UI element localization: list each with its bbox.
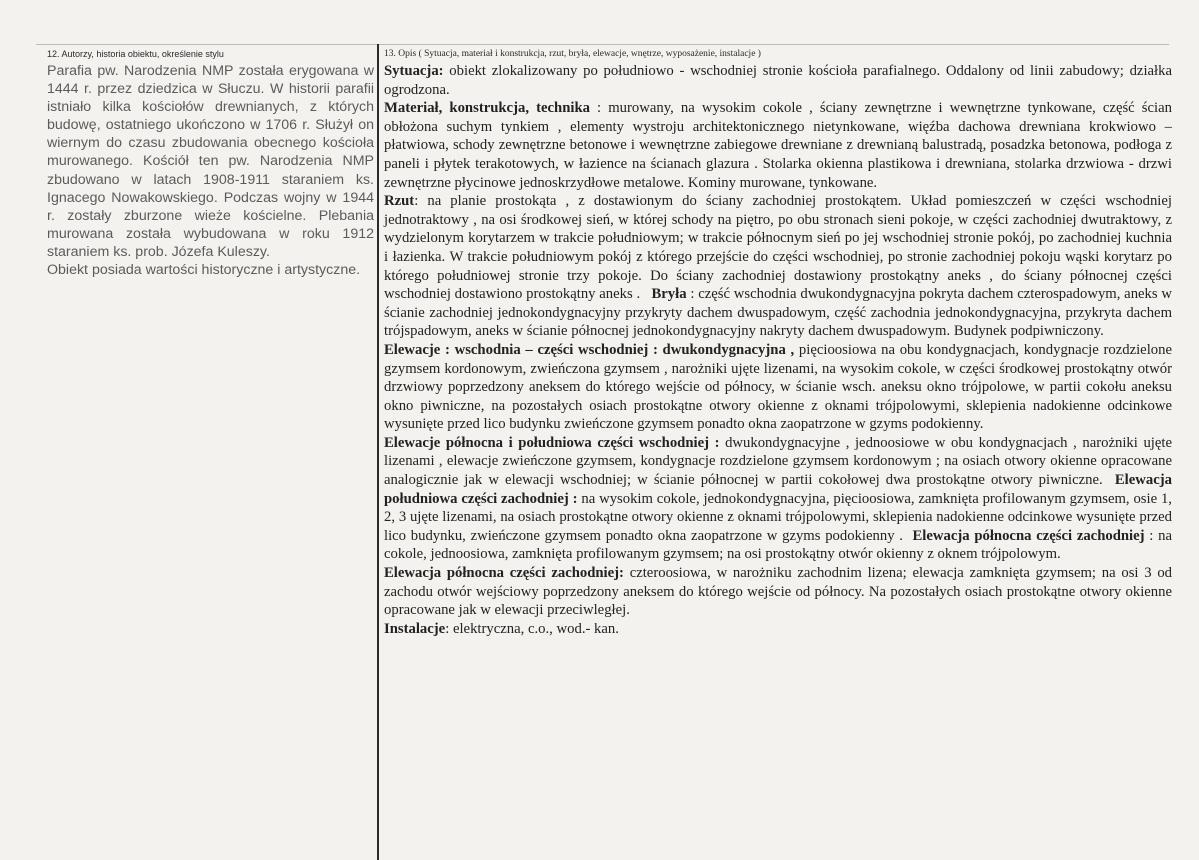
elewacje-pn-pd-text: dwukondygnacyjne , jednoosiowe w obu kondygnacjach , narożniki ujęte lizenami , elewacje zwieńczone gzymsem, kondygnacje rozdzielone gzymsem kordonowym ; na osiach otwory okienne opracowane analogicznie jak w elewacji wschodniej; w ścianie północnej w partii cokołowej dwa prostokątne otwory piwniczne. (384, 434, 1172, 489)
elewacje-wsch-text: pięcioosiowa na obu kondygnacjach, kondygnacje rozdzielone gzymsem kordonowym, zwieńczona gzymsem , narożniki ujęte lizenami, na wysokim cokole, w części środkowej prostokątny otwór drzwiowy poprzedzony aneksem do którego wejście od północy, w ścianie wsch. aneksu okno trójpolowe, w partii cokołu aneksu okno piwniczne, na pozostałych osiach prostokątne otwory okienne z oknami trójpolowymi, sklepienia nadokienne odcinkowe wysunięte przed lico budynku zwieńczone gzymsem ponadto okna zaopatrzone w gzyms podokienny. (384, 341, 1172, 433)
bryla-text: : część wschodnia dwukondygnacyjna pokryta dachem czterospadowym, aneks w ścianie zachodniej jednokondygnacyjny przykryty dachem dwuspadowym, część zachodnia jednokondygnacyjna, przykryta dachem trójspadowym, aneks w ścianie północnej jednokondygnacyjny nakryty dachem dwuspadowym. Budynek podpiwniczony. (384, 286, 1172, 340)
rzut-label: Rzut (384, 193, 415, 210)
section-elewacja-pn-zach (384, 564, 1172, 620)
column-divider (377, 44, 379, 860)
elewacje-wsch-label: Elewacje : wschodnia – części wschodniej : dwukondygnacyjna , (384, 341, 795, 358)
elewacje-pn-pd-label: Elewacje północna i południowa części wschodniej : (384, 434, 720, 451)
section-sytuacja (384, 62, 1172, 99)
instalacje-text: : elektryczna, c.o., wod.- kan. (445, 620, 619, 637)
material-text: : murowany, na wysokim cokole , ściany zewnętrzne i wewnętrzne tynkowane, część ścian obłożona suchym tynkiem , elementy wystroju architektonicznego nietynkowane, więźba dachowa drewniana krokwiowo – płatwiowa, schody zewnętrzne betonowe i wewnętrzne zabiegowe drewniane z drewnianą balustradą, posadzka betonowa, podłoga z paneli i płytek terakotowych, w łazience na ścianach glazura . Stolarka okienna plastikowa i drewniana, stolarka drzwiowa - drzwi zewnętrzne płycinowe jednoskrzydłowe metalowe. Kominy murowane, tynkowane. (384, 100, 1172, 191)
elewacja-pd-zach-text: na wysokim cokole, jednokondygnacyjna, pięcioosiowa, zamknięta profilowanym gzymsem, osie 1, 2, 3 ujęte lizenami, na osiach prostokątne otwory okienne z oknami trójpolowymi, sklepienia nadokienne odcinkowe wysunięte przed lico budynku, zwieńczone gzymsem ponadto okna zaopatrzone w gzyms podokienny . (384, 490, 1172, 544)
elewacja-pn-zach-short-text: : na cokole, jednoosiowa, zamknięta profilowanym gzymsem; na osi prostokątny otwór okienny z oknem trójpolowym. (384, 527, 1172, 563)
section-elewacje-wschodnia (384, 341, 1172, 434)
history-header: 12. Autorzy, historia obiektu, określenie stylu (47, 49, 224, 59)
sytuacja-text: obiekt zlokalizowany po południowo - wschodniej stronie kościoła parafialnego. Oddalony od linii zabudowy; działka ogrodzona. (384, 63, 1172, 98)
history-column (47, 48, 374, 279)
section-elewacje-pn-pd (384, 434, 1172, 564)
elewacja-pd-zach-label: Elewacja południowa części zachodniej : (384, 472, 1172, 507)
section-instalacje (384, 620, 1172, 639)
instalacje-label: Instalacje (384, 620, 446, 637)
history-paragraph: Parafia pw. Narodzenia NMP została erygowana w 1444 r. przez dziedzica w Słuczu. W historii parafii istniało kilka kościołów drewnianych, z których budowę, ostatniego ukończono w 1706 r. Służył on wiernym do czasu zbudowania obecnego kościoła murowanego. Kościół ten pw. Narodzenia NMP zbudowano w latach 1908-1911 staraniem ks. Ignacego Nowakowskiego. Podczas wojny w 1944 r. zostały zburzone wieże kościelne. Plebania murowana została wybudowana w roku 1912 staraniem ks. prob. Józefa Kuleszy. (47, 63, 374, 260)
material-label: Materiał, konstrukcja, technika (384, 100, 590, 117)
section-material (384, 99, 1172, 192)
rzut-text: : na planie prostokąta , z dostawionym do ściany zachodniej prostokątem. Układ pomieszczeń w części wschodniej jednotraktowy , na osi środkowej sień, w której schody na piętro, po obu stronach sieni pokoje, w części zachodniej dwutraktowy, z wydzielonym korytarzem w trakcie południowym; w trakcie północnym sień po jej wschodniej stronie pokój, po zachodniej kuchnia i łazienka. W trakcie południowym pokój z którego przejście do części wschodniej, po stronie zachodniej pokoju wąski korytarz po którego południowej stronie trzy pokoje. Do ściany zachodniej dostawiony prostokątny aneks , do ściany północnej części wschodniej dostawiono prostokątny aneks . (384, 193, 1172, 303)
values-paragraph: Obiekt posiada wartości historyczne i artystyczne. (47, 262, 361, 279)
sytuacja-label: Sytuacja: (384, 63, 444, 79)
table-top-border (36, 44, 1169, 45)
section-rzut (384, 192, 1172, 341)
elewacja-pn-zach-label: Elewacja północna części zachodniej: (384, 565, 624, 582)
elewacja-pn-zach-text: czteroosiowa, w narożniku zachodnim lizena; elewacja zamknięta gzymsem; na osi 3 od zachodu otwór wejściowy poprzedzony aneksem do którego wejście od północy. Na pozostałych osiach prostokątne otwory okienne opracowane jak w elewacji przeciwległej. (384, 565, 1173, 619)
bryla-label: Bryła (651, 286, 687, 303)
description-header: 13. Opis ( Sytuacja, materiał i konstrukcja, rzut, bryła, elewacje, wnętrze, wyposażenie, instalacje ) (384, 49, 761, 59)
description-column (384, 48, 1172, 638)
elewacja-pn-zach-short-label: Elewacja północna części zachodniej (912, 527, 1145, 544)
